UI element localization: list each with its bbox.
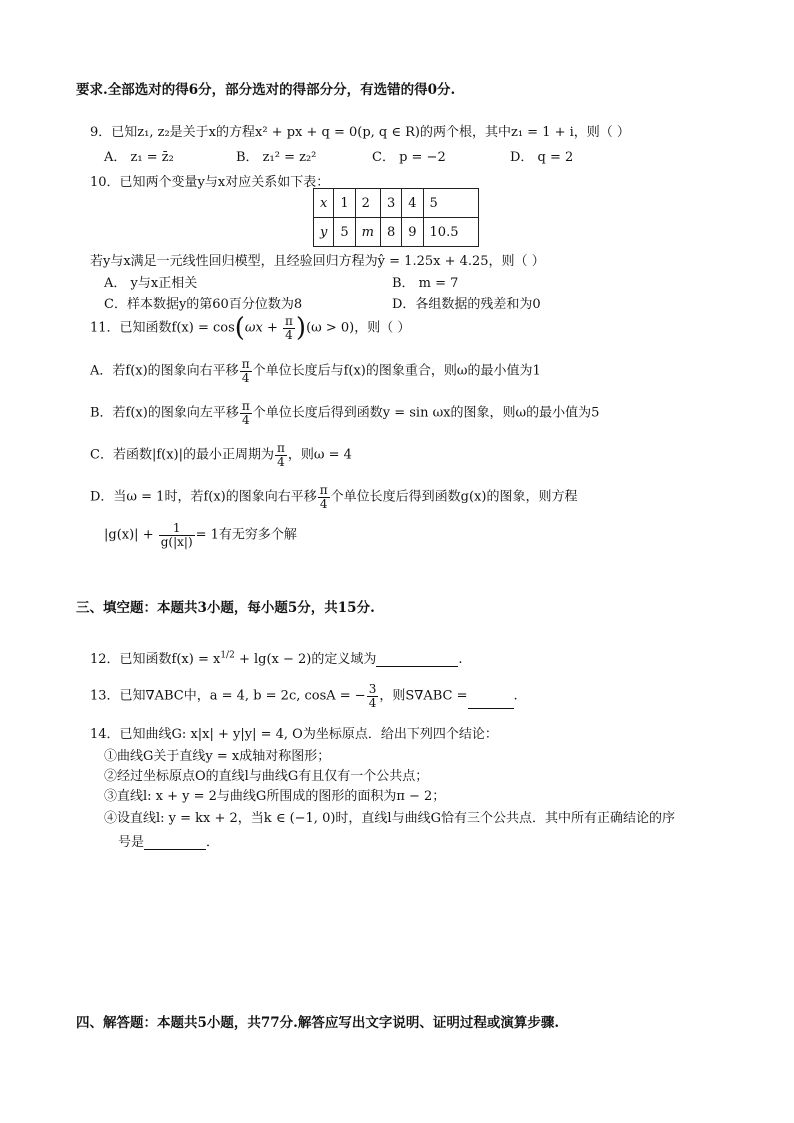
q14-item-3: ③直线l: x + y = 2与曲线G所围成的图形的面积为π − 2； — [104, 789, 446, 804]
q10-condition: 若y与x满足一元线性回归模型，且经验回归方程为ŷ = 1.25x + 4.25，则（ ） — [90, 254, 545, 269]
instruction-text: 要求.全部选对的得6分，部分选对的得部分分，有选错的得0分. — [76, 82, 456, 98]
q9-option-d: D． q = 2 — [510, 150, 574, 165]
table-cell: 5 — [334, 218, 355, 247]
q14-item-1: ①曲线G关于直线y = x成轴对称图形； — [104, 749, 331, 764]
table-cell: x — [314, 189, 334, 218]
q14-last-line: 号是 ． — [118, 835, 220, 850]
q11-stem-fraction: $\frac{\pi}{4}$ — [285, 313, 293, 342]
q11-stem-suffix: (ω > 0)，则（ ） — [306, 320, 411, 336]
table-cell: 4 — [402, 189, 423, 218]
q14-item-4: ④设直线l: y = kx + 2，当k ∈ (−1, 0)时，直线l与曲线G恰有三个公共点．其中所有正确结论的序 — [104, 811, 675, 826]
q12-exponent: 1/2 — [220, 650, 235, 661]
table-cell: 8 — [380, 218, 401, 247]
table-cell: y — [314, 218, 334, 247]
q13-line: 13．已知∇ABC中，a = 4, b = 2c, cosA = − $\frac{3}{4}$ ，则S∇ABC = . — [90, 682, 518, 710]
q9-option-a: A． z₁ = z̄₂ — [104, 150, 174, 165]
q11-option-b: B．若f(x)的图象向左平移 $\frac{\pi}{4}$ 个单位长度后得到函数y = sin ωx的图象，则ω的最小值为5 — [90, 399, 600, 427]
table-cell: 5 — [423, 189, 478, 218]
q14-answer-blank[interactable] — [144, 849, 206, 850]
table-cell: 3 — [380, 189, 401, 218]
q10-option-b: B． m = 7 — [392, 276, 459, 291]
table-cell: 1 — [334, 189, 355, 218]
q14-stem: 14．已知曲线G: x|x| + y|y| = 4, O为坐标原点．给出下列四个结论： — [90, 727, 498, 742]
q11-option-a: A．若f(x)的图象向右平移 $\frac{\pi}{4}$ 个单位长度后与f(x)的图象重合，则ω的最小值为1 — [90, 357, 541, 385]
q9-option-b: B． z₁² = z₂² — [236, 150, 317, 165]
q10-table — [313, 188, 479, 247]
table-row — [314, 218, 479, 247]
table-row — [314, 189, 479, 218]
q11-stem: 11．已知函数f(x) = cos(ωx + $\frac{\pi}{4}$ )(ω > 0)，则（ ） — [90, 313, 411, 343]
q9-stem: 9．已知z₁, z₂是关于x的方程x² + px + q = 0(p, q ∈ R)的两个根，其中z₁ = 1 + i，则（ ） — [90, 125, 630, 140]
table-cell: 9 — [402, 218, 423, 247]
q10-option-c: C．样本数据y的第60百分位数为8 — [104, 297, 303, 312]
q11-option-c: C．若函数|f(x)|的最小正周期为 $\frac{\pi}{4}$ ，则ω = 4 — [90, 441, 352, 469]
q14-item-2: ②经过坐标原点O的直线l与曲线G有且仅有一个公共点； — [104, 769, 429, 784]
q10-stem: 10．已知两个变量y与x对应关系如下表： — [90, 175, 330, 190]
q10-option-d: D．各组数据的残差和为0 — [392, 297, 541, 312]
q12-line: 12．已知函数$f(x) = x^{1/2} + \lg(x - 2)$的定义域为 . — [90, 650, 463, 667]
q9-option-c: C． p = −2 — [372, 150, 446, 165]
q11-option-d-equation: |g(x)| + $\frac{1}{g(|x|)}$ = 1有无穷多个解 — [104, 521, 297, 549]
section-3-heading: 三、填空题：本题共3小题，每小题5分，共15分. — [76, 600, 375, 616]
table-cell: 10.5 — [423, 218, 478, 247]
table-cell: m — [355, 218, 380, 247]
q12-answer-blank[interactable] — [376, 666, 458, 667]
q11-stem-prefix: 11．已知函数f(x) = cos — [90, 320, 235, 336]
q13-answer-blank[interactable] — [468, 708, 514, 709]
q10-option-a: A． y与x正相关 — [104, 276, 198, 291]
table-cell: 2 — [355, 189, 380, 218]
section-4-heading: 四、解答题：本题共5小题，共77分.解答应写出文字说明、证明过程或演算步骤. — [76, 1015, 560, 1031]
q11-option-d: D．当ω = 1时，若f(x)的图象向右平移 $\frac{\pi}{4}$ 个单位长度后得到函数g(x)的图象，则方程 — [90, 483, 578, 511]
